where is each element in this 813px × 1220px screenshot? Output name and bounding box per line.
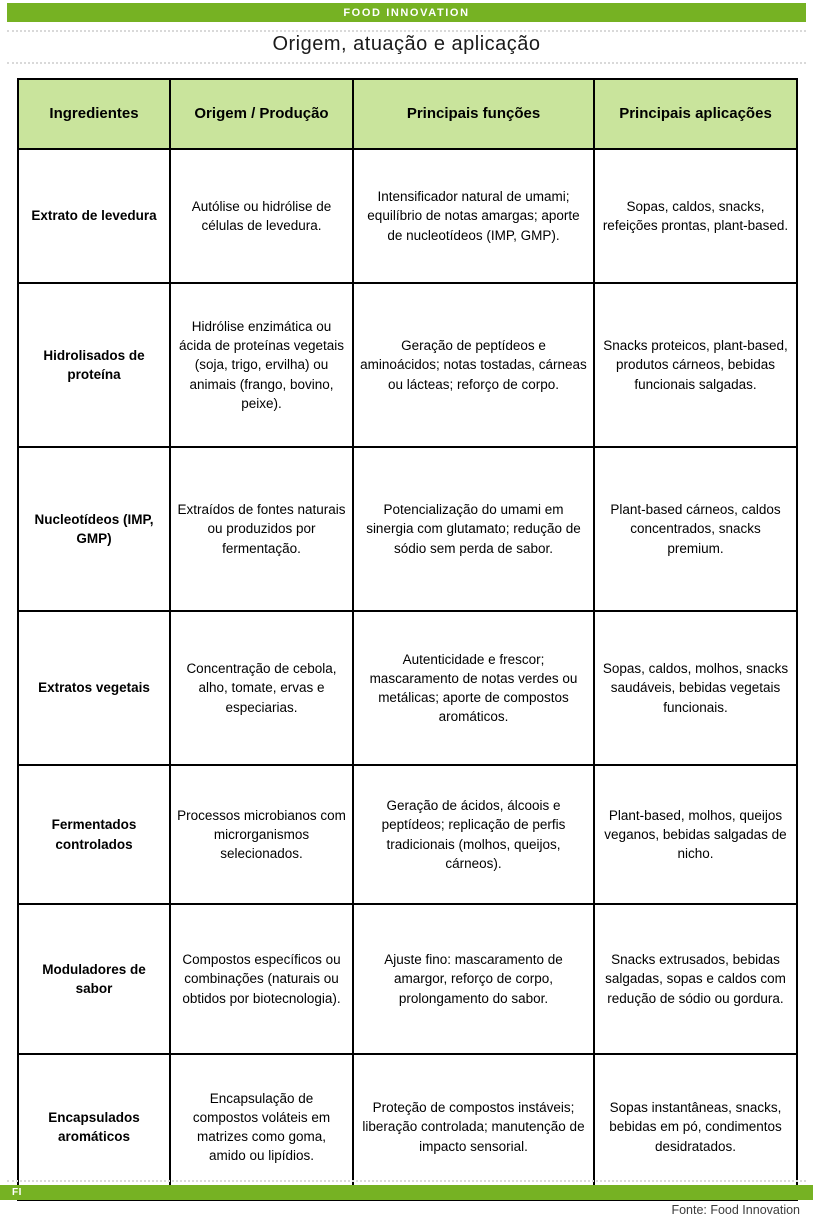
- applications-cell: Plant-based cárneos, caldos concentrados, snacks premium.: [594, 447, 797, 611]
- applications-cell: Sopas, caldos, snacks, refeições prontas, plant-based.: [594, 149, 797, 283]
- column-header-ingredientes: Ingredientes: [18, 79, 170, 149]
- brand-header-bar: [7, 3, 806, 22]
- functions-cell: Geração de peptídeos e aminoácidos; notas tostadas, cárneas ou lácteas; reforço de corpo.: [353, 283, 594, 447]
- ingredient-cell: Nucleotídeos (IMP, GMP): [18, 447, 170, 611]
- ingredient-cell: Extrato de levedura: [18, 149, 170, 283]
- table-row: [18, 765, 797, 904]
- brand-header-label: FOOD INNOVATION: [343, 6, 470, 19]
- applications-cell: Plant-based, molhos, queijos veganos, bebidas salgadas de nicho.: [594, 765, 797, 904]
- functions-cell: Geração de ácidos, álcoois e peptídeos; replicação de perfis tradicionais (molhos, queijos, cárneos).: [353, 765, 594, 904]
- divider-top-2: [7, 62, 806, 64]
- page-title: Origem, atuação e aplicação: [272, 33, 541, 55]
- table-row: [18, 447, 797, 611]
- column-header-origem: Origem / Produção: [170, 79, 353, 149]
- ingredient-cell: Moduladores de sabor: [18, 904, 170, 1054]
- applications-cell: Snacks proteicos, plant-based, produtos cárneos, bebidas funcionais salgadas.: [594, 283, 797, 447]
- table-row: [18, 149, 797, 283]
- table-row: [18, 283, 797, 447]
- origin-cell: Encapsulação de compostos voláteis em matrizes como goma, amido ou lipídios.: [170, 1054, 353, 1200]
- ingredients-table: [17, 78, 798, 1201]
- origin-cell: Extraídos de fontes naturais ou produzidos por fermentação.: [170, 447, 353, 611]
- origin-cell: Autólise ou hidrólise de células de levedura.: [170, 149, 353, 283]
- functions-cell: Intensificador natural de umami; equilíbrio de notas amargas; aporte de nucleotídeos (IMP, GMP).: [353, 149, 594, 283]
- applications-cell: Sopas instantâneas, snacks, bebidas em pó, condimentos desidratados.: [594, 1054, 797, 1200]
- table-header-row: [18, 79, 797, 149]
- divider-bottom: [7, 1180, 806, 1182]
- column-header-aplicacoes: Principais aplicações: [594, 79, 797, 149]
- table-row: [18, 1054, 797, 1200]
- divider-top-1: [7, 30, 806, 32]
- applications-cell: Snacks extrusados, bebidas salgadas, sopas e caldos com redução de sódio ou gordura.: [594, 904, 797, 1054]
- ingredient-cell: Hidrolisados de proteína: [18, 283, 170, 447]
- ingredient-cell: Fermentados controlados: [18, 765, 170, 904]
- functions-cell: Autenticidade e frescor; mascaramento de notas verdes ou metálicas; aporte de compostos aromáticos.: [353, 611, 594, 765]
- table-body: [18, 149, 797, 1200]
- functions-cell: Potencialização do umami em sinergia com glutamato; redução de sódio sem perda de sabor.: [353, 447, 594, 611]
- functions-cell: Ajuste fino: mascaramento de amargor, reforço de corpo, prolongamento do sabor.: [353, 904, 594, 1054]
- origin-cell: Processos microbianos com microrganismos selecionados.: [170, 765, 353, 904]
- table-row: [18, 904, 797, 1054]
- origin-cell: Hidrólise enzimática ou ácida de proteínas vegetais (soja, trigo, ervilha) ou animais (frango, bovino, peixe).: [170, 283, 353, 447]
- functions-cell: Proteção de compostos instáveis; liberação controlada; manutenção de impacto sensorial.: [353, 1054, 594, 1200]
- applications-cell: Sopas, caldos, molhos, snacks saudáveis, bebidas vegetais funcionais.: [594, 611, 797, 765]
- origin-cell: Compostos específicos ou combinações (naturais ou obtidos por biotecnologia).: [170, 904, 353, 1054]
- origin-cell: Concentração de cebola, alho, tomate, ervas e especiarias.: [170, 611, 353, 765]
- table-row: [18, 611, 797, 765]
- footer-badge: FI: [12, 1187, 22, 1198]
- brand-footer-bar: [0, 1185, 813, 1200]
- source-attribution: Fonte: Food Innovation: [671, 1203, 800, 1217]
- ingredient-cell: Extratos vegetais: [18, 611, 170, 765]
- column-header-funcoes: Principais funções: [353, 79, 594, 149]
- ingredient-cell: Encapsulados aromáticos: [18, 1054, 170, 1200]
